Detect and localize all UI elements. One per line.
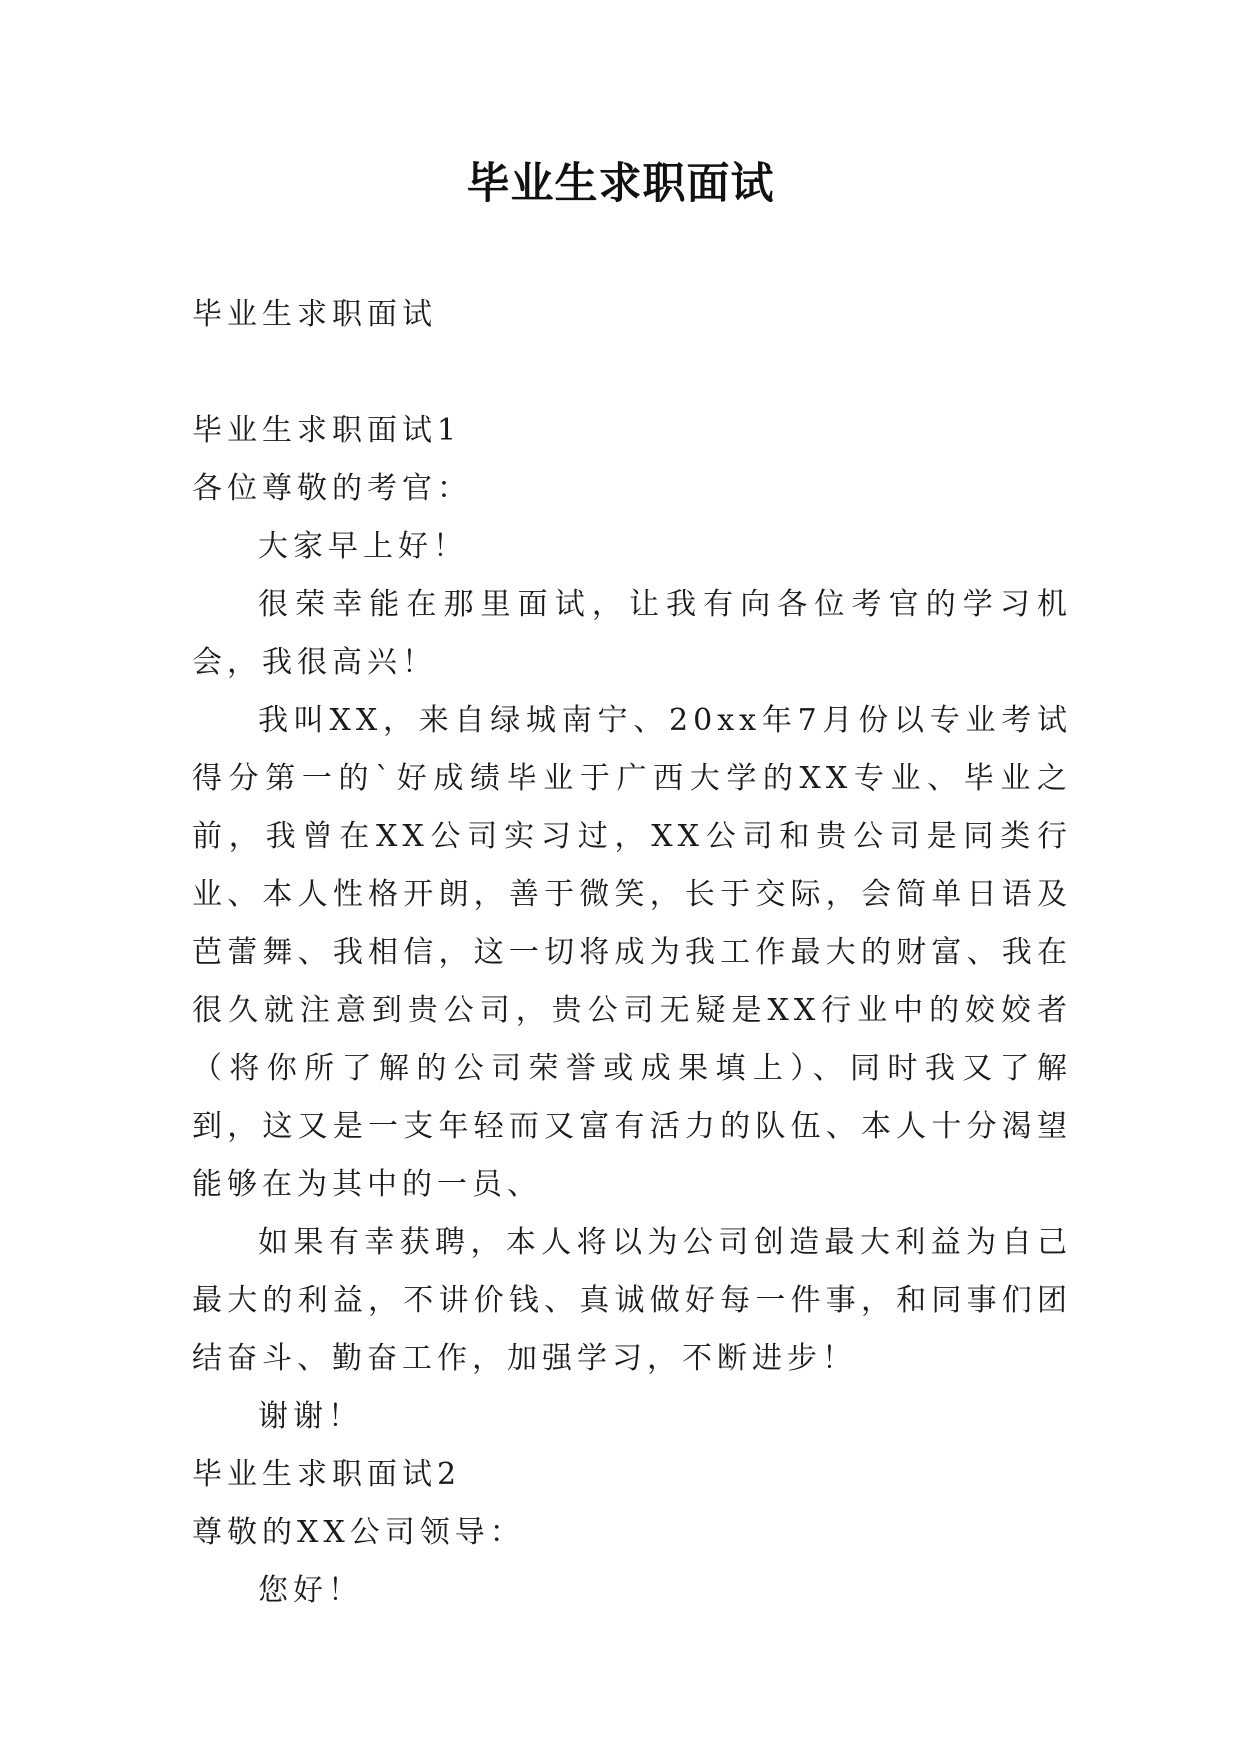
paragraph-thanks: 谢谢！: [258, 1399, 363, 1434]
paragraph-greeting-2: 您好！: [258, 1573, 363, 1608]
paragraph-intro: 很荣幸能在那里面试，让我有向各位考官的学习机会，我很高兴！: [192, 587, 1072, 680]
section-heading-2: 毕业生求职面试2: [192, 1457, 462, 1492]
section-heading-1: 毕业生求职面试1: [192, 413, 462, 448]
paragraph-greeting: 大家早上好！: [258, 529, 468, 564]
document-subtitle: 毕业生求职面试: [192, 297, 437, 332]
salutation-1: 各位尊敬的考官：: [192, 471, 472, 506]
blank-line: [192, 344, 1072, 402]
paragraph-self-introduction: 我叫XX，来自绿城南宁、20xx年7月份以专业考试得分第一的`好成绩毕业于广西大学的XX专业、毕业之前，我曾在XX公司实习过，XX公司和贵公司是同类行业、本人性格开朗，善于微笑，长于交际，会简单日语及芭蕾舞、我相信，这一切将成为我工作最大的财富、我在很久就注意到贵公司，贵公司无疑是XX行业中的姣姣者（将你所了解的公司荣誉或成果填上）、同时我又了解到，这又是一支年轻而又富有活力的队伍、本人十分渴望能够在为其中的一员、: [192, 703, 1072, 1202]
paragraph-commitment: 如果有幸获聘，本人将以为公司创造最大利益为自己最大的利益，不讲价钱、真诚做好每一件事，和同事们团结奋斗、勤奋工作，加强学习，不断进步！: [192, 1225, 1072, 1376]
document-body: [192, 286, 1072, 1620]
salutation-2: 尊敬的XX公司领导：: [192, 1515, 525, 1550]
document-title: 毕业生求职面试: [466, 159, 775, 209]
